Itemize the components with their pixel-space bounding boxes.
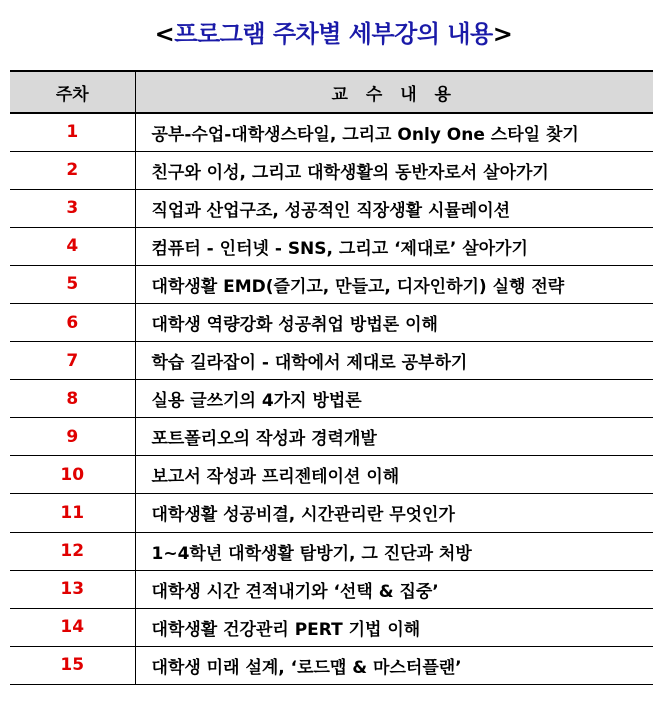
table-header-row [10,71,653,113]
table-row [10,303,653,341]
lecture-content: 공부-수업-대학생스타일, 그리고 Only One 스타일 찾기 [135,113,653,151]
week-number: 6 [66,312,79,333]
lecture-content: 컴퓨터 - 인터넷 - SNS, 그리고 ‘제대로’ 살아가기 [135,227,653,265]
lecture-content: 직업과 산업구조, 성공적인 직장생활 시뮬레이션 [135,189,653,227]
table-row [10,227,653,265]
table-row [10,418,653,456]
lecture-content: 대학생활 EMD(즐기고, 만들고, 디자인하기) 실행 전략 [135,265,653,303]
lecture-content: 대학생 미래 설계, ‘로드맵 & 마스터플랜’ [135,646,653,684]
week-number: 10 [60,464,85,485]
lecture-content: 1~4학년 대학생활 탐방기, 그 진단과 처방 [135,532,653,570]
course-content-table [10,70,653,685]
week-number: 11 [60,502,85,523]
title-text: 프로그램 주차별 세부강의 내용 [174,20,493,48]
lecture-content: 대학생 역량강화 성공취업 방법론 이해 [135,303,653,341]
week-number: 5 [66,274,79,295]
header-week: 주차 [55,84,89,105]
table-row [10,608,653,646]
table-row [10,113,653,151]
week-number: 3 [66,198,79,219]
table-row [10,342,653,380]
week-number: 13 [60,579,85,600]
table-row [10,570,653,608]
table-row [10,646,653,684]
lecture-content: 포트폴리오의 작성과 경력개발 [135,418,653,456]
lecture-content: 대학생활 성공비결, 시간관리란 무엇인가 [135,494,653,532]
lecture-content: 학습 길라잡이 - 대학에서 제대로 공부하기 [135,342,653,380]
week-number: 14 [60,617,85,638]
lecture-content: 대학생활 건강관리 PERT 기법 이해 [135,608,653,646]
table-row [10,494,653,532]
lecture-content: 대학생 시간 견적내기와 ‘선택 & 집중’ [135,570,653,608]
table-row [10,265,653,303]
table-row [10,532,653,570]
week-number: 9 [66,426,79,447]
lecture-content: 친구와 이성, 그리고 대학생활의 동반자로서 살아가기 [135,151,653,189]
week-number: 12 [60,541,85,562]
title-close-bracket: > [492,20,513,48]
week-number: 15 [60,655,85,676]
title-open-bracket: < [154,20,175,48]
lecture-content: 실용 글쓰기의 4가지 방법론 [135,380,653,418]
page-title [0,14,667,49]
week-number: 8 [66,388,79,409]
lecture-content: 보고서 작성과 프리젠테이션 이해 [135,456,653,494]
table-row [10,151,653,189]
table-row [10,456,653,494]
table-row [10,380,653,418]
week-number: 7 [66,350,79,371]
week-number: 1 [66,122,79,143]
header-content: 교 수 내 용 [135,71,653,113]
week-number: 2 [66,160,79,181]
week-number: 4 [66,236,79,257]
table-row [10,189,653,227]
